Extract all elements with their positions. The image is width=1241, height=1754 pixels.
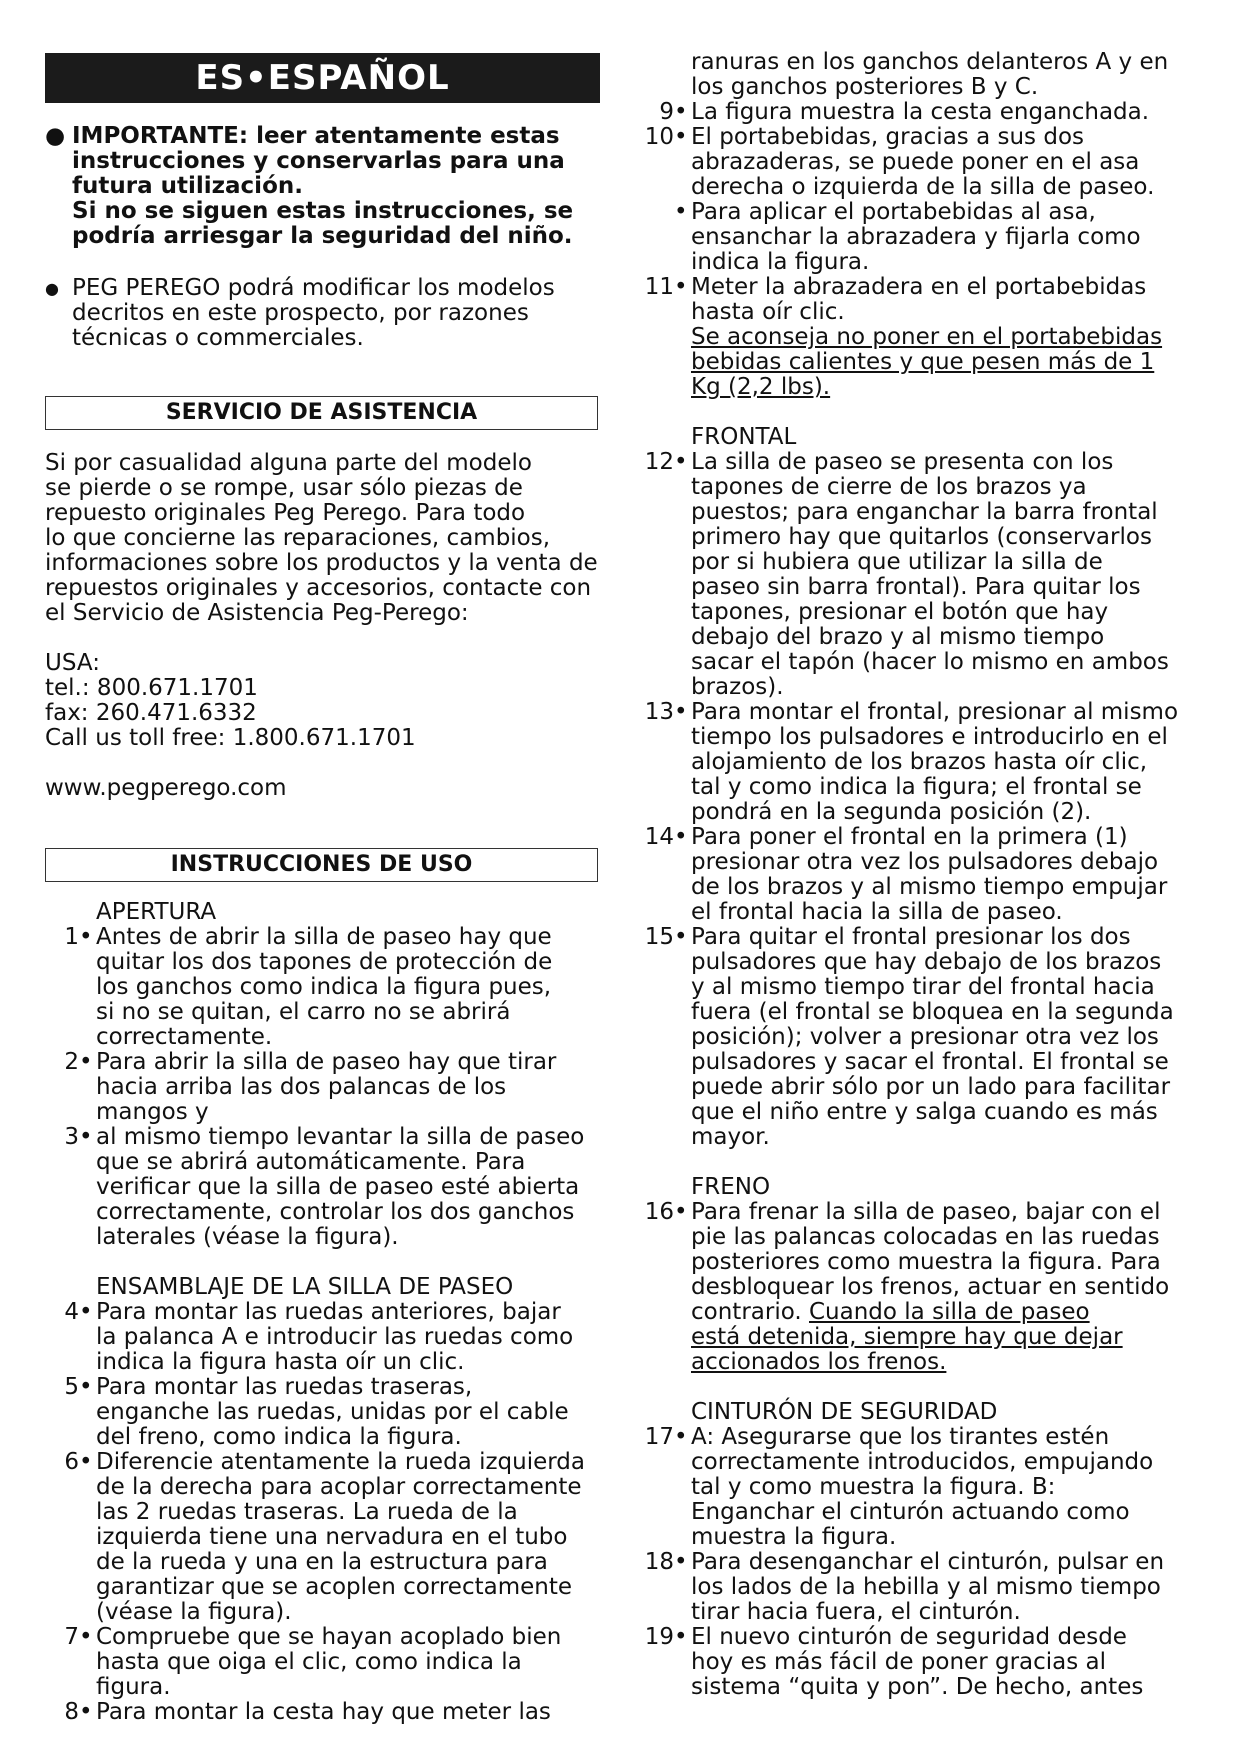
instruction-item-16: 16• Para frenar la silla de paseo, bajar con el pie las palancas colocadas en las ruedas posteriores como muestra la figura. Para desbloquear los frenos, actuar en sentido contrario. Cuando la silla de paseo está detenida, siempre hay que dejar accionados los frenos.: [640, 1200, 1215, 1375]
service-text: [45, 451, 605, 801]
instruction-item-7: 7• Compruebe que se hayan acoplado bien hasta que oiga el clic, como indica la figura.: [64, 1624, 562, 1700]
important-line: Si no se siguen estas instrucciones, se: [72, 198, 574, 224]
bullet-icon: ●: [45, 279, 59, 298]
instruction-item-8-continued: ranuras en los ganchos delanteros A y en los ganchos posteriores B y C.: [691, 49, 1169, 100]
instructions-heading: INSTRUCCIONES DE USO: [45, 848, 598, 882]
section-frontal: FRONTAL: [691, 424, 797, 450]
service-website: www.pegperego.com: [45, 775, 287, 801]
service-line: lo que concierne las reparaciones, cambios,: [45, 525, 551, 551]
service-country: USA:: [45, 650, 100, 676]
instruction-item-3: 3• al mismo tiempo levantar la silla de paseo que se abrirá automáticamente. Para verificar que la silla de paseo esté abierta correctamente, controlar los dos ganchos laterales (véase la figura).: [64, 1124, 585, 1250]
service-phone: tel.: 800.671.1701: [45, 675, 258, 701]
instruction-item-12: 12• La silla de paseo se presenta con los tapones de cierre de los brazos ya puestos; para enganchar la barra frontal primero hay que quitarlos (conservarlos por si hubiera que utilizar la silla de paseo sin barra frontal). Para quitar los tapones, presionar el botón que hay debajo del brazo y al mismo tiempo sacar el tapón (hacer lo mismo en ambos brazos).: [644, 449, 1169, 700]
section-freno: FRENO: [691, 1174, 771, 1200]
warning-text: Se aconseja no poner en el portabebidas: [691, 324, 1163, 350]
service-line: Si por casualidad alguna parte del modelo: [45, 450, 532, 476]
warning-text: Cuando la silla de paseo: [809, 1299, 1090, 1325]
service-fax: fax: 260.471.6332: [45, 700, 257, 726]
service-heading: SERVICIO DE ASISTENCIA: [45, 396, 598, 430]
instruction-item-2: 2• Para abrir la silla de paseo hay que tirar hacia arriba las dos palancas de los mangos y: [64, 1049, 557, 1125]
instruction-item-11: 11• Meter la abrazadera en el portabebidas hasta oír clic. Se aconseja no poner en el portabebidas bebidas calientes y que pesen más de 1 Kg (2,2 lbs).: [640, 275, 1215, 400]
warning-text: accionados los frenos.: [691, 1349, 947, 1375]
instruction-item-10: 10• El portabebidas, gracias a sus dos abrazaderas, se puede poner en el asa derecha o izquierda de la silla de paseo.: [644, 124, 1155, 200]
instructions-right: [640, 50, 1215, 1700]
instruction-item-10-sub: • Para aplicar el portabebidas al asa, ensanchar la abrazadera y fijarla como indica la figura.: [674, 199, 1141, 275]
service-line: repuestos originales y accesorios, contacte con: [45, 575, 592, 601]
instruction-item-6: 6• Diferencie atentamente la rueda izquierda de la derecha para acoplar correctamente las 2 ruedas traseras. La rueda de la izquierda tiene una nervadura en el tubo de la rueda y una en la estructura para garantizar que se acoplen correctamente (véase la figura).: [64, 1449, 585, 1625]
important-line: instrucciones y conservarlas para una: [72, 148, 565, 174]
instruction-item-18: 18• Para desenganchar el cinturón, pulsar en los lados de la hebilla y al mismo tiempo tirar hacia fuera, el cinturón.: [644, 1549, 1165, 1625]
instruction-item-13: 13• Para montar el frontal, presionar al mismo tiempo los pulsadores e introducirlo en el alojamiento de los brazos hasta oír clic, tal y como indica la figura; el frontal se pondrá en la segunda posición (2).: [644, 699, 1179, 825]
instruction-item-15: 15• Para quitar el frontal presionar los dos pulsadores que hay debajo de los brazos y al mismo tiempo tirar del frontal hacia fuera (el frontal se bloquea en la segunda posición); volver a presionar otra vez los pulsadores y sacar el frontal. El frontal se puede abrir sólo por un lado para facilitar que el niño entre y salga cuando es más mayor.: [644, 924, 1174, 1150]
instruction-item-8: 8• Para montar la cesta hay que meter las: [64, 1699, 551, 1725]
instruction-item-17: 17• A: Asegurarse que los tirantes estén correctamente introducidos, empujando tal y como muestra la figura. B: Enganchar el cinturón actuando como muestra la figura.: [644, 1424, 1154, 1550]
section-ensamblaje: ENSAMBLAJE DE LA SILLA DE PASEO: [96, 1274, 514, 1300]
notice-line: decritos en este prospecto, por razones: [72, 300, 529, 326]
section-apertura: APERTURA: [96, 899, 217, 925]
instruction-item-19: 19• El nuevo cinturón de seguridad desde hoy es más fácil de poner gracias al sistema “quita y pon”. De hecho, antes: [644, 1624, 1144, 1700]
instruction-item-9: 9• La figura muestra la cesta enganchada.: [659, 99, 1150, 125]
warning-text: bebidas calientes y que pesen más de 1: [691, 349, 1155, 375]
instructions-left: [45, 900, 605, 1725]
section-cinturon: CINTURÓN DE SEGURIDAD: [691, 1399, 998, 1425]
service-line: repuesto originales Peg Perego. Para todo: [45, 500, 526, 526]
notice-line: técnicas o commerciales.: [72, 325, 364, 351]
instruction-item-5: 5• Para montar las ruedas traseras, enganche las ruedas, unidas por el cable del freno, como indica la figura.: [64, 1374, 569, 1450]
important-line: futura utilización.: [72, 173, 303, 199]
instruction-item-4: 4• Para montar las ruedas anteriores, bajar la palanca A e introducir las ruedas como indica la figura hasta oír un clic.: [64, 1299, 574, 1375]
service-line: informaciones sobre los productos y la venta de: [45, 550, 598, 576]
service-line: se pierde o se rompe, usar sólo piezas de: [45, 475, 523, 501]
warning-text: está detenida, siempre hay que dejar: [691, 1324, 1123, 1350]
important-line: podría arriesgar la seguridad del niño.: [72, 223, 573, 249]
important-line: IMPORTANTE: leer atentamente estas: [72, 123, 560, 149]
notice-line: PEG PEREGO podrá modificar los modelos: [72, 275, 555, 301]
language-header: ES•ESPAÑOL: [45, 53, 600, 103]
bullet-icon: ●: [45, 123, 66, 149]
warning-text: Kg (2,2 lbs).: [691, 374, 831, 400]
service-line: el Servicio de Asistencia Peg-Perego:: [45, 600, 469, 626]
instruction-item-14: 14• Para poner el frontal en la primera (1) presionar otra vez los pulsadores debajo de los brazos y al mismo tiempo empujar el frontal hacia la silla de paseo.: [644, 824, 1168, 925]
instruction-item-1: 1• Antes de abrir la silla de paseo hay que quitar los dos tapones de protección de los ganchos como indica la figura pues, si no se quitan, el carro no se abrirá correctamente.: [64, 924, 553, 1050]
service-tollfree: Call us toll free: 1.800.671.1701: [45, 725, 416, 751]
